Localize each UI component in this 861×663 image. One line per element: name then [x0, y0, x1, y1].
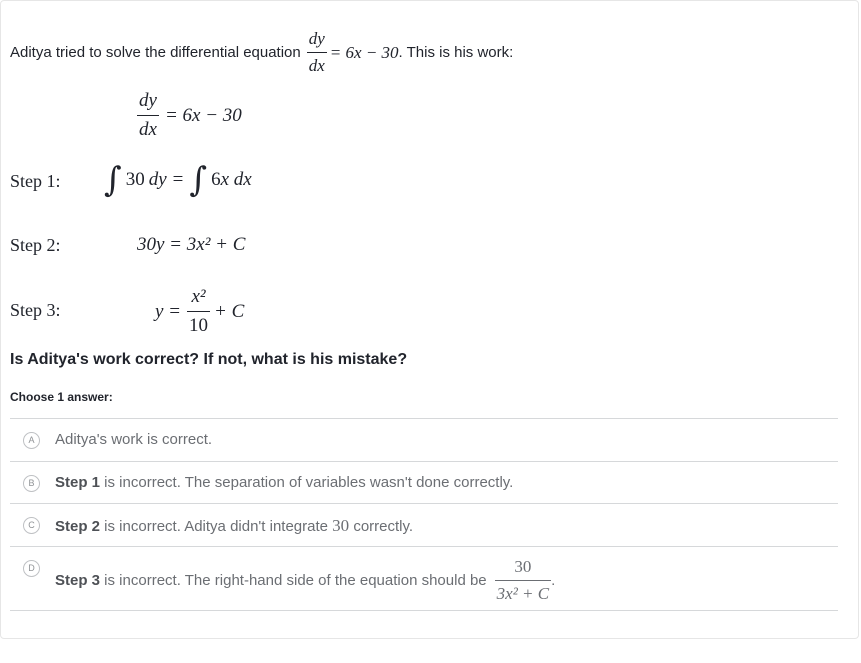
- option-d-fraction: $\frac{30}{\text{3x² + C}}$: [496, 557, 550, 603]
- step-1-expression: ∫ 30 dy = ∫ 6 x dx: [104, 160, 252, 200]
- step-2-label: Step 2:: [10, 235, 61, 255]
- given-equation: [137, 90, 242, 141]
- intro-suffix: . This is his work:: [398, 44, 514, 61]
- answer-option-c[interactable]: [10, 503, 838, 546]
- intro-fraction: $\frac{dy}{dx}$: [308, 29, 325, 75]
- equation-fraction: $\frac{dy}{dx}$: [139, 90, 157, 140]
- problem-statement: [10, 29, 513, 76]
- step-3-label: Step 3:: [10, 300, 61, 320]
- options-bottom-divider: [10, 610, 838, 611]
- option-b-text: Step 1 is incorrect. The separation of variables wasn't done correctly.: [55, 474, 514, 491]
- option-letter-c: C: [23, 517, 40, 534]
- answer-option-a[interactable]: [10, 418, 838, 461]
- option-letter-a: A: [23, 432, 40, 449]
- intro-prefix: Aditya tried to solve the differential equation: [10, 44, 301, 61]
- intro-rhs: = 6x − 30: [329, 42, 399, 62]
- option-letter-d: D: [23, 560, 40, 577]
- option-c-text: Step 2 is incorrect. Aditya didn't integrate 30 correctly.: [55, 516, 414, 535]
- option-letter-b: B: [23, 475, 40, 492]
- step-1-label: Step 1:: [10, 171, 61, 191]
- step-3-fraction: $\frac{\text{x²}}{10}$: [189, 286, 209, 336]
- choose-label: Choose 1 answer:: [10, 390, 113, 404]
- equation-rhs: = 6x − 30: [164, 104, 242, 126]
- answer-option-d[interactable]: [10, 546, 838, 610]
- option-a-text: Aditya's work is correct.: [55, 431, 213, 448]
- integral-sign: ∫: [104, 160, 122, 200]
- answer-option-b[interactable]: [10, 461, 838, 504]
- step-2-expression: 30y = 3x² + C: [137, 234, 246, 255]
- step-3-expression: y = $\frac{\text{x²}}{10}$ + C: [155, 286, 245, 336]
- option-d-text: Step 3 is incorrect. The right-hand side of the equation should be $\frac{30}{\text{3x² + C}}$ .: [55, 557, 556, 603]
- integral-sign: ∫: [189, 160, 208, 200]
- question-text: Is Aditya's work correct? If not, what is his mistake?: [10, 351, 408, 368]
